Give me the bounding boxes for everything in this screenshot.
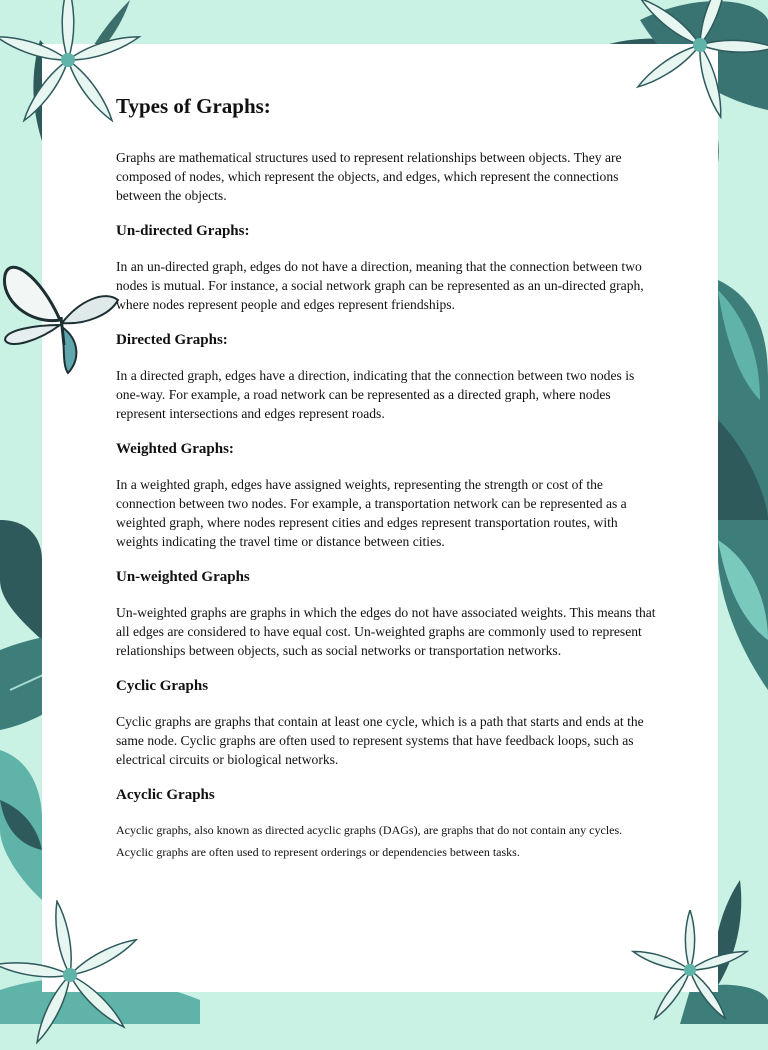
- intro-paragraph: Graphs are mathematical structures used to represent relationships between objects. They are composed of nodes, which represent the objects, and edges, which represent the connections between the objects.: [116, 150, 622, 203]
- section-body-cyclic: Cyclic graphs are graphs that contain at least one cycle, which is a path that starts and ends at the same node. Cyclic graphs are often used to represent systems that have feedback loops, such as electrical circuits or biological networks.: [116, 714, 644, 767]
- section-body-undirected: In an un-directed graph, edges do not have a direction, meaning that the connection between two nodes is mutual. For instance, a social network graph can be represented as an un-directed graph, where nodes represent people and edges represent friendships.: [116, 259, 644, 312]
- section-body-weighted: In a weighted graph, edges have assigned weights, representing the strength or cost of the connection between two nodes. For example, a transportation network can be represented as a weighted graph, where nodes represent cities and edges represent transportation routes, with weights indicating the travel time or distance between cities.: [116, 477, 627, 549]
- flower-bottom-left-icon: [0, 900, 170, 1050]
- section-heading-directed: Directed Graphs:: [116, 332, 228, 348]
- section-body-unweighted: Un-weighted graphs are graphs in which the edges do not have associated weights. This means that all edges are considered to have equal cost. Un-weighted graphs are commonly used to represent relationships between objects, such as social networks or transportation networks.: [116, 605, 656, 658]
- section-body-acyclic: Acyclic graphs, also known as directed acyclic graphs (DAGs), are graphs that do not contain any cycles. Acyclic graphs are often used to represent orderings or dependencies between tasks.: [116, 823, 623, 859]
- page-title: Types of Graphs:: [116, 94, 271, 118]
- section-heading-unweighted: Un-weighted Graphs: [116, 569, 250, 585]
- section-heading-undirected: Un-directed Graphs:: [116, 223, 250, 239]
- section-heading-cyclic: Cyclic Graphs: [116, 678, 209, 694]
- section-heading-weighted: Weighted Graphs:: [116, 441, 234, 457]
- section-heading-acyclic: Acyclic Graphs: [116, 787, 215, 803]
- butterfly-icon: [0, 255, 125, 380]
- document-body: [116, 92, 656, 879]
- section-body-directed: In a directed graph, edges have a direction, indicating that the connection between two nodes is one-way. For example, a road network can be represented as a directed graph, where nodes represent intersections and edges represent roads.: [116, 368, 635, 421]
- flower-bottom-right-icon: [620, 910, 768, 1040]
